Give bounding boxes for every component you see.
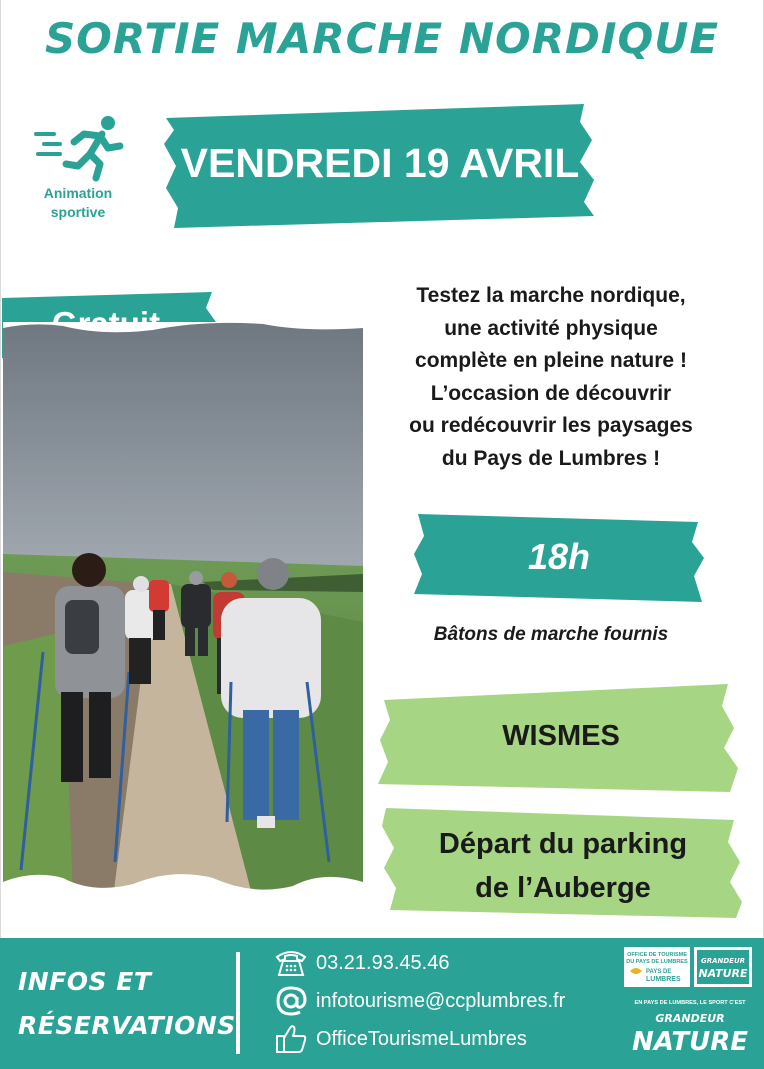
animation-label-line1: Animation bbox=[43, 185, 113, 201]
runner-icon bbox=[34, 112, 126, 182]
logo-office-line2: DU PAYS DE LUMBRES bbox=[626, 959, 688, 965]
event-location: WISMES bbox=[502, 720, 620, 752]
nordic-walkers-photo bbox=[3, 322, 363, 898]
telephone-icon bbox=[274, 948, 308, 978]
event-time: 18h bbox=[527, 536, 591, 577]
logo-gn-tagline: EN PAYS DE LUMBRES, LE SPORT C'EST bbox=[634, 1000, 746, 1006]
description-line: Testez la marche nordique, bbox=[416, 284, 686, 307]
logo-gn-small-2: NATURE bbox=[698, 967, 748, 980]
footer-heading-line2: RÉSERVATIONS bbox=[18, 1011, 236, 1040]
animation-label-line2: sportive bbox=[50, 204, 106, 220]
contact-facebook bbox=[274, 1022, 527, 1056]
logo-office-line1: OFFICE DE TOURISME bbox=[627, 952, 687, 958]
animation-label bbox=[28, 184, 128, 222]
grandeur-nature-logo bbox=[628, 994, 752, 1058]
footer-divider bbox=[236, 952, 240, 1054]
contact-phone bbox=[274, 946, 449, 980]
page-border-left bbox=[0, 0, 1, 940]
meeting-point bbox=[382, 822, 744, 910]
activity-description bbox=[384, 280, 718, 476]
logo-gn-big-1: GRANDEUR bbox=[655, 1012, 725, 1025]
facebook-page: OfficeTourismeLumbres bbox=[316, 1027, 527, 1050]
footer-heading bbox=[18, 960, 236, 1048]
description-line: une activité physique bbox=[444, 316, 658, 340]
thumbs-up-icon bbox=[274, 1024, 308, 1054]
at-sign-icon bbox=[274, 986, 308, 1016]
meeting-point-line1: Départ du parking bbox=[438, 828, 688, 860]
description-line: complète en pleine nature ! bbox=[415, 349, 687, 373]
footer-heading-line1: INFOS ET bbox=[18, 967, 152, 996]
phone-number: 03.21.93.45.46 bbox=[316, 951, 450, 974]
email-address: infotourisme@ccplumbres.fr bbox=[316, 989, 566, 1012]
description-line: ou redécouvrir les paysages bbox=[409, 414, 693, 438]
event-date: VENDREDI 19 AVRIL bbox=[180, 140, 580, 186]
meeting-point-line2: de l’Auberge bbox=[475, 872, 651, 904]
description-line: du Pays de Lumbres ! bbox=[441, 446, 661, 470]
equipment-note: Bâtons de marche fournis bbox=[433, 624, 669, 645]
flyer-title: SORTIE MARCHE NORDIQUE bbox=[44, 14, 720, 63]
logo-gn-big-2: NATURE bbox=[631, 1027, 749, 1057]
tourism-office-logo bbox=[624, 947, 752, 987]
logo-office-line4: LUMBRES bbox=[646, 976, 681, 983]
logo-gn-small-1: GRANDEUR bbox=[700, 957, 746, 965]
description-line: L’occasion de découvrir bbox=[430, 381, 672, 405]
contact-email bbox=[274, 984, 565, 1018]
logo-office-line3: PAYS DE bbox=[646, 969, 672, 975]
